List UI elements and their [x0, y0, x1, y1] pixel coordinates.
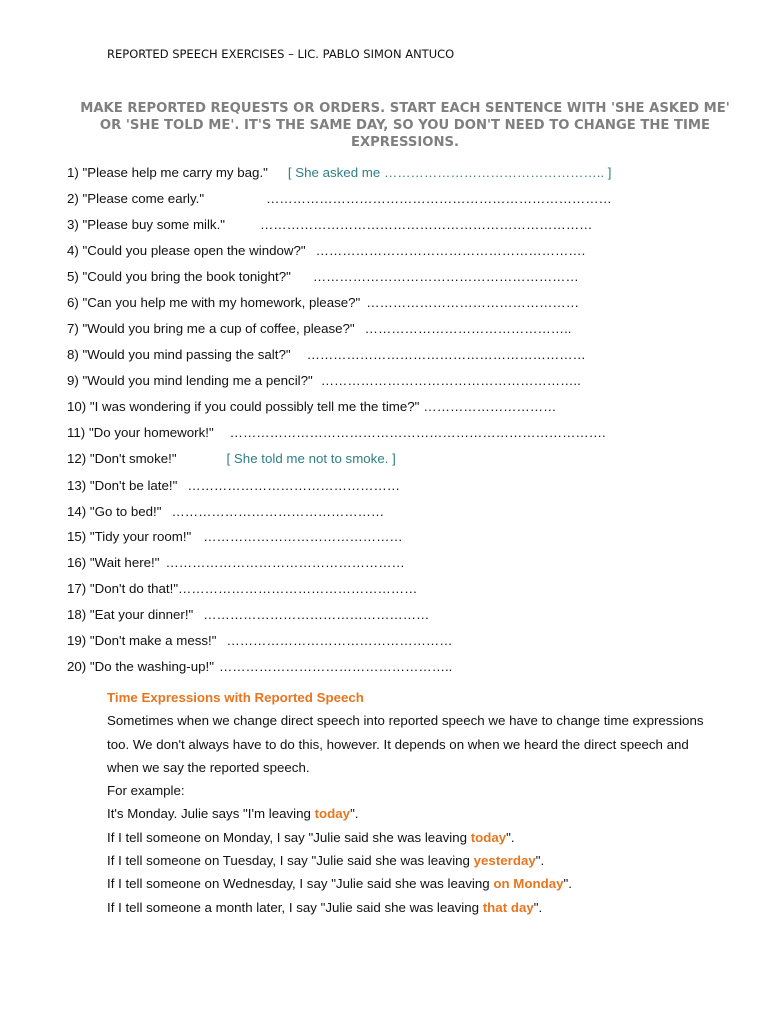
example-line: If I tell someone on Tuesday, I say "Julie said she was leaving yesterday".: [107, 853, 545, 869]
answer-blank: …………………………………………………..: [320, 373, 581, 388]
answer-blank: ………………………………………………: [178, 581, 418, 596]
answer-blank: …………………………………………: [171, 504, 385, 519]
exercise-18: [67, 607, 429, 622]
exercise-number: 20): [67, 659, 87, 674]
exercise-answer: [ She asked me ………………………………………….. ]: [287, 165, 612, 180]
exercise-7: [67, 321, 571, 336]
exercise-number: 12): [67, 451, 87, 466]
answer-blank: ……………………………………………..: [218, 659, 453, 674]
exercise-4: [67, 243, 585, 258]
exercise-17: [67, 581, 417, 596]
example-line: It's Monday. Julie says "I'm leaving today".: [107, 806, 359, 822]
exercise-number: 4): [67, 243, 79, 258]
exercise-text: "Please buy some milk.": [82, 217, 225, 232]
example-line: If I tell someone a month later, I say "Julie said she was leaving that day".: [107, 899, 543, 915]
exercise-number: 13): [67, 478, 87, 493]
highlight: that day: [482, 899, 534, 915]
exercise-13: [67, 478, 400, 493]
exercise-number: 2): [67, 191, 79, 206]
answer-blank: …………………………………………………….: [315, 243, 586, 258]
exercise-2: [67, 191, 612, 206]
exercise-text: "Would you bring me a cup of coffee, please?": [82, 321, 355, 336]
exercise-text: "Don't be late!": [89, 478, 178, 493]
answer-blank: ……………………………………………………: [312, 269, 579, 284]
instructions: MAKE REPORTED REQUESTS OR ORDERS. START EACH SENTENCE WITH 'SHE ASKED ME' OR 'SHE TOLD ME'. IT'S THE SAME DAY, SO YOU DON'T NEED TO CHANGE THE TIME EXPRESSIONS.: [80, 101, 730, 150]
exercise-5: [67, 269, 579, 284]
exercise-number: 8): [67, 347, 79, 362]
exercise-text: "Wait here!": [89, 555, 160, 570]
highlight: yesterday: [473, 853, 536, 869]
section-title: Time Expressions with Reported Speech: [107, 690, 364, 705]
exercise-text: "Do your homework!": [88, 425, 214, 440]
exercise-15: [67, 529, 403, 544]
answer-blank: …………………………………………………………………: [260, 217, 593, 232]
exercise-number: 1): [67, 165, 79, 180]
answer-blank: ………………………………………………………………………….: [229, 425, 606, 440]
exercise-answer: [ She told me not to smoke. ]: [226, 451, 396, 466]
exercise-number: 14): [67, 504, 87, 519]
answer-blank: ………………………………………..: [364, 321, 572, 336]
exercise-text: "Would you mind passing the salt?": [82, 347, 291, 362]
time-expressions-section: [107, 686, 707, 919]
answer-blank: ………………………………………………………: [306, 347, 586, 362]
exercise-text: "Don't make a mess!": [89, 633, 217, 648]
exercise-number: 15): [67, 529, 87, 544]
highlight: today: [314, 806, 351, 822]
example-line: If I tell someone on Monday, I say "Julie said she was leaving today".: [107, 829, 515, 845]
exercise-6: [67, 295, 579, 310]
exercise-text: "Don't do that!": [89, 581, 179, 596]
exercise-text: "Can you help me with my homework, please?": [82, 295, 361, 310]
exercise-text: "Tidy your room!": [89, 529, 192, 544]
exercise-number: 5): [67, 269, 79, 284]
exercise-number: 16): [67, 555, 87, 570]
answer-blank: ………………………………………………: [165, 555, 405, 570]
exercise-12: [67, 451, 396, 466]
exercise-number: 19): [67, 633, 87, 648]
exercise-3: [67, 217, 592, 232]
answer-blank: ……………………………………………………………………: [266, 191, 612, 206]
answer-blank: …………………………: [423, 399, 557, 414]
exercise-16: [67, 555, 405, 570]
exercise-text: "Could you please open the window?": [82, 243, 306, 258]
exercise-14: [67, 504, 384, 519]
exercise-11: [67, 425, 606, 440]
for-example-label: For example:: [107, 783, 185, 799]
exercise-number: 11): [67, 425, 86, 440]
exercise-number: 10): [67, 399, 87, 414]
exercise-1: [67, 165, 612, 180]
exercise-19: [67, 633, 453, 648]
exercise-number: 7): [67, 321, 79, 336]
exercise-20: [67, 659, 452, 674]
exercise-text: "Go to bed!": [89, 504, 162, 519]
answer-blank: …………………………………………: [366, 295, 580, 310]
exercise-number: 6): [67, 295, 79, 310]
exercise-text: "Don't smoke!": [89, 451, 177, 466]
exercise-text: "Please come early.": [82, 191, 205, 206]
exercise-text: "Would you mind lending me a pencil?": [82, 373, 313, 388]
exercise-8: [67, 347, 586, 362]
exercise-text: "I was wondering if you could possibly tell me the time?": [89, 399, 420, 414]
answer-blank: ……………………………………………: [203, 607, 430, 622]
section-paragraph: Sometimes when we change direct speech into reported speech we have to change time expressions too. We don't always have to do this, however. It depends on when we heard the direct speech and when we say the reported speech.: [107, 713, 704, 775]
exercise-number: 9): [67, 373, 79, 388]
exercise-text: "Could you bring the book tonight?": [82, 269, 291, 284]
exercise-9: [67, 373, 581, 388]
exercise-10: [67, 399, 556, 414]
answer-blank: …………………………………………: [187, 478, 401, 493]
page-header: REPORTED SPEECH EXERCISES – LIC. PABLO SIMON ANTUCO: [107, 47, 455, 61]
highlight: today: [470, 829, 507, 845]
answer-blank: ……………………………………………: [226, 633, 453, 648]
exercise-number: 17): [67, 581, 87, 596]
answer-blank: ………………………………………: [203, 529, 403, 544]
example-line: If I tell someone on Wednesday, I say "Julie said she was leaving on Monday".: [107, 876, 572, 892]
exercise-text: "Do the washing-up!": [89, 659, 214, 674]
exercise-number: 18): [67, 607, 87, 622]
highlight: on Monday: [493, 876, 564, 892]
exercise-text: "Please help me carry my bag.": [82, 165, 268, 180]
exercise-number: 3): [67, 217, 79, 232]
exercise-text: "Eat your dinner!": [89, 607, 194, 622]
